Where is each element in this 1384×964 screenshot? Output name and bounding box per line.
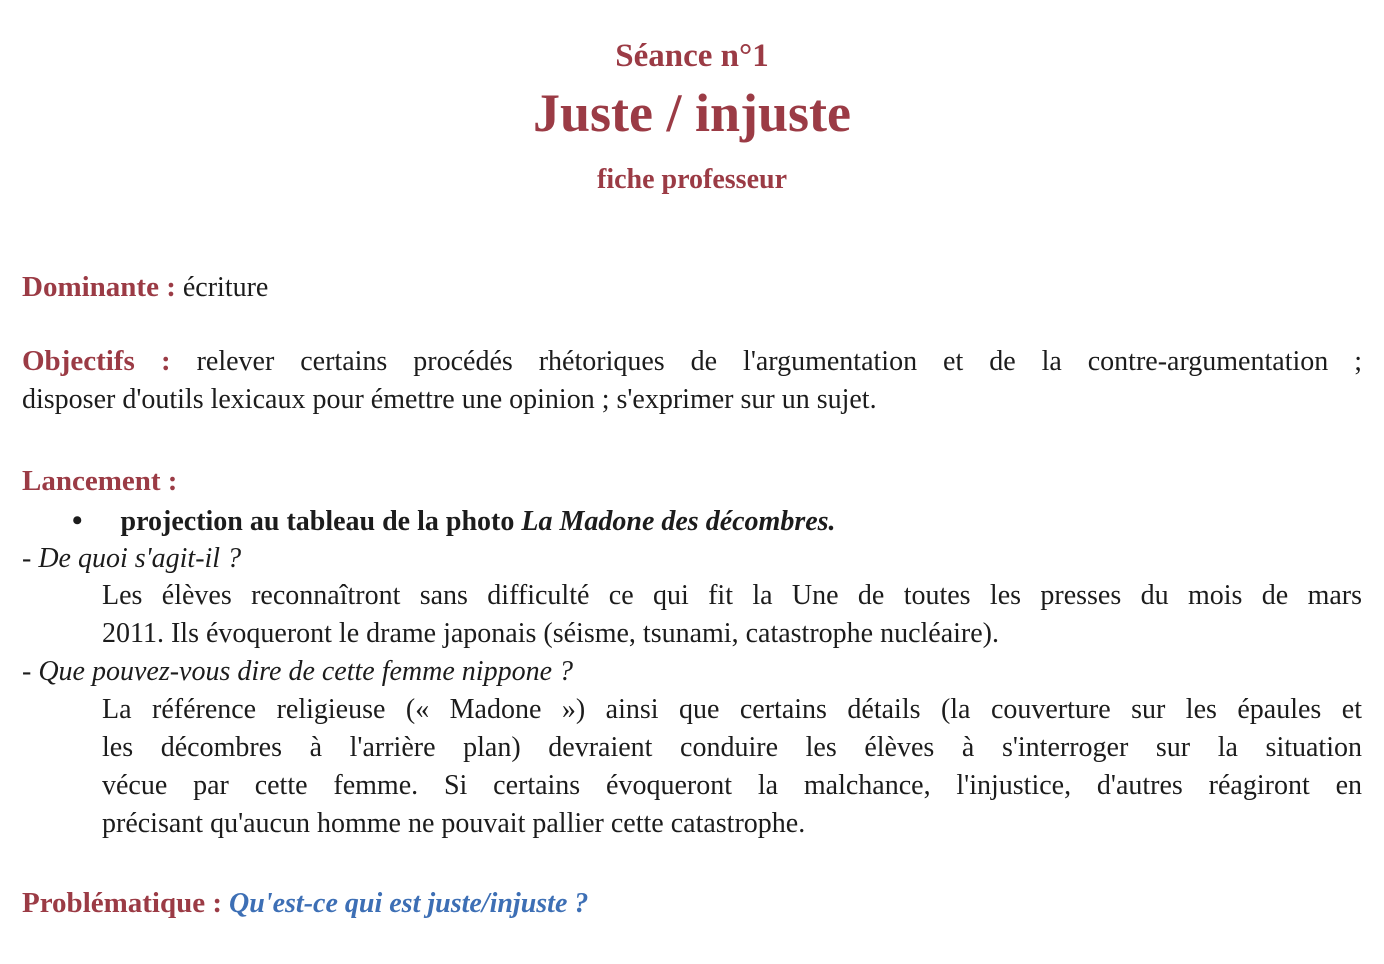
answer-2-line-1: La référence religieuse (« Madone ») ainsi que certains détails (la couverture sur les épaules et [102,694,1362,725]
page-subtitle: fiche professeur [597,164,787,195]
question-2: - Que pouvez-vous dire de cette femme nippone ? [22,656,573,687]
bullet-photo-title: La Madone des décombres. [521,506,836,537]
answer-2-line-2: les décombres à l'arrière plan) devraient conduire les élèves à s'interroger sur la situation [102,732,1362,763]
dominante-label: Dominante : [22,271,176,303]
lancement-label: Lancement : [22,465,178,497]
lancement-bullet [72,502,836,541]
dominante-row [22,268,268,307]
dominante-text: écriture [182,272,269,303]
objectifs-label: Objectifs : [22,345,171,377]
objectifs-text-1: relever certains procédés rhétoriques de l'argumentation et de la contre-argumentation ; [196,346,1362,377]
bullet-icon: • [72,504,83,537]
seance-number: Séance n°1 [615,38,769,74]
answer-2-line-4: précisant qu'aucun homme ne pouvait pallier cette catastrophe. [102,808,806,839]
answer-1-line-2: 2011. Ils évoqueront le drame japonais (séisme, tsunami, catastrophe nucléaire). [102,618,999,649]
question-1: - De quoi s'agit-il ? [22,543,242,574]
answer-2-line-3: vécue par cette femme. Si certains évoqueront la malchance, l'injustice, d'autres réagiront en [102,770,1362,801]
objectifs-line-2: disposer d'outils lexicaux pour émettre une opinion ; s'exprimer sur un sujet. [22,384,877,415]
problematique-row [22,884,588,923]
answer-1-line-1: Les élèves reconnaîtront sans difficulté ce qui fit la Une de toutes les presses du mois de mars [102,580,1362,611]
bullet-text: projection au tableau de la photo [120,506,522,537]
problematique-question: Qu'est-ce qui est juste/injuste ? [229,888,589,919]
objectifs-line-1 [22,342,1362,381]
page-title: Juste / injuste [532,83,851,143]
problematique-label: Problématique : [22,887,223,919]
